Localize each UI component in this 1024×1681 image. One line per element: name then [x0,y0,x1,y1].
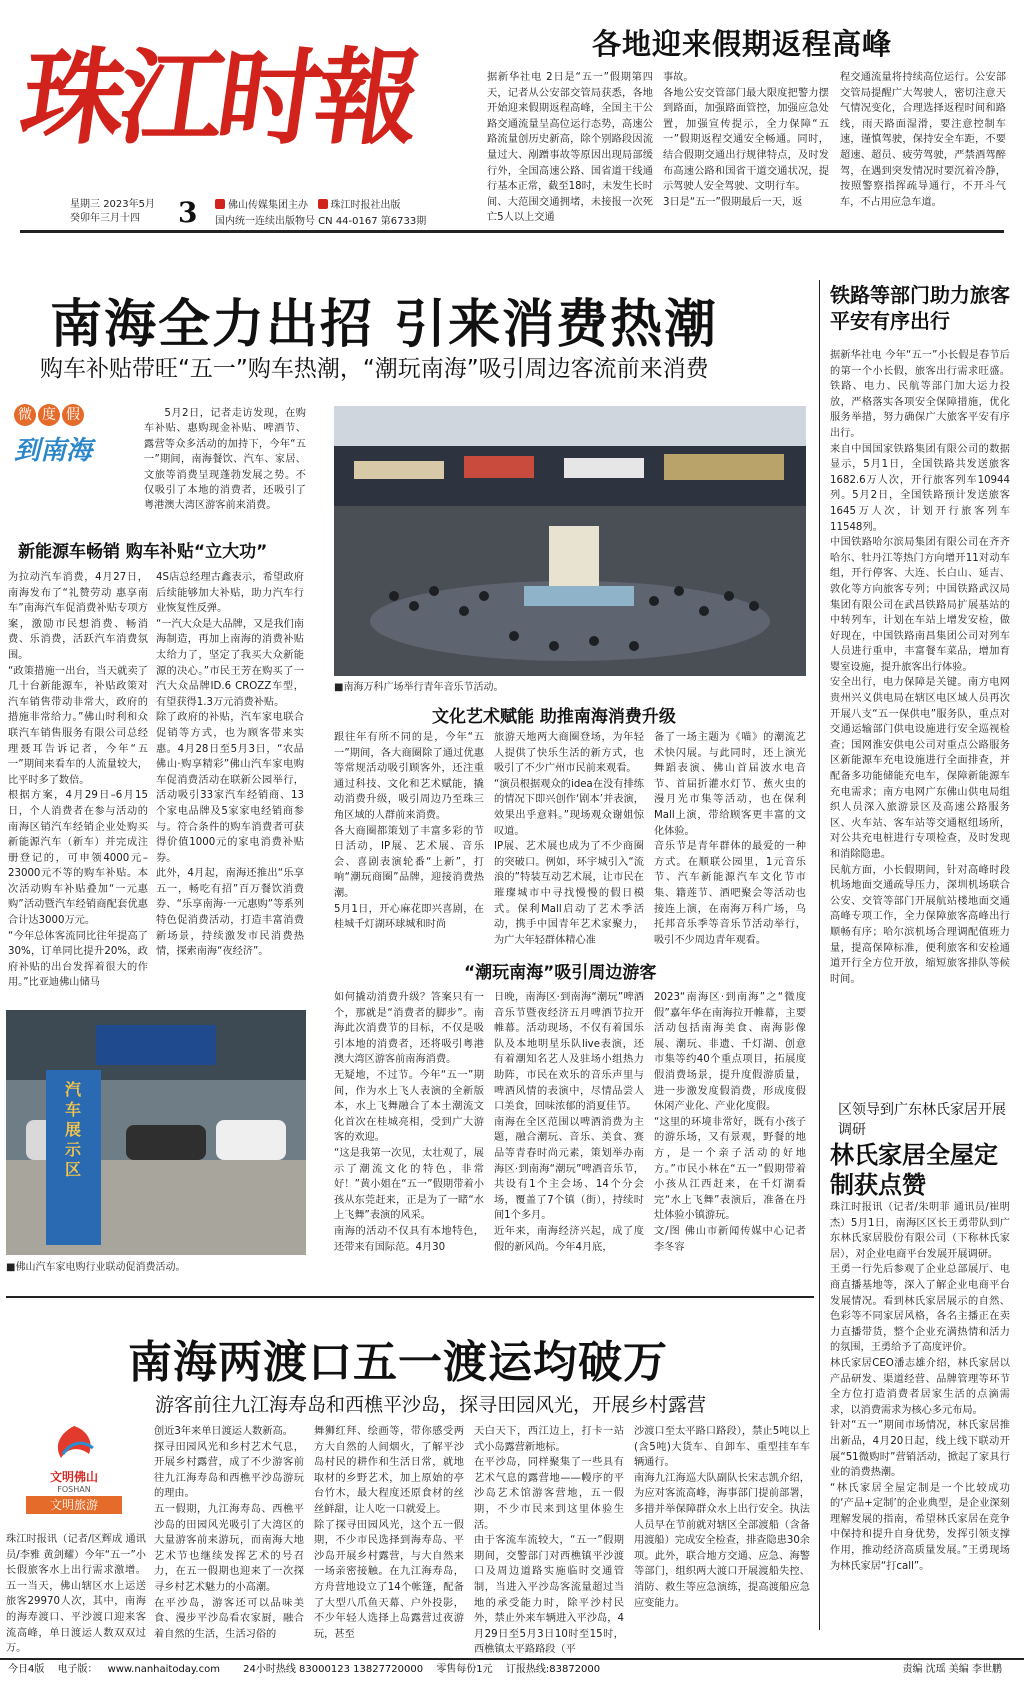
weekday: 星期三 [70,199,100,210]
auto-expo-photo [6,1010,306,1255]
logo-text: 文明佛山 [49,1470,98,1484]
section3-col3: 2023“南海区·到南海”之“微度假”嘉年华在南海拉开帷幕，主要活动包括南海美食、南海影像展、潮玩、非遗、千灯湖、创意市集等约40个重点项目，拓展度假消费场景，提升度假游质量，进一步激发度假消费，形成度假休闲产业化、产业化度假。 “这里的环境非常好，既有小孩子的游乐场，又有景观，野餐的地方，是一个亲子活动的好地方。”市民小林在“五一”假期带着小孩从江西赶来，在千灯湖看完“水上飞舞”表演后，准备在丹灶体验小镇游玩。 文/图 佛山市新闻传媒中心记者 李冬容 [654,992,806,1253]
micro-vacation-badge [14,404,136,474]
sidebar-story2-head: 林氏家居全屋定制获点赞 [830,1140,998,1199]
top-story-col2: 事故。 各地公安交管部门最大限度把警力摆到路面，加强路面管控，加强应急处置，加强宣传提示，全力保障“五一”假期返程交通安全畅通。同时，结合假期交通出行规律特点，及时发布高速公路和国省干道交通状况，提示驾驶人安全驾驶、文明行车。 3日是“五一”假期最后一天，返 [663,72,829,208]
publisher-info [215,198,426,230]
auto-expo-photo-art [6,1010,306,1255]
footer-subscription: 订报热线:83872000 [505,1664,601,1675]
bottom-headline: 南海两渡口五一渡运均破万 [128,1337,668,1388]
newspaper-logo: 珠江时報 [13,36,423,159]
section2-col1: 跟往年有所不同的是，今年“五一”期间，各大商圈除了通过优惠等常规活动吸引顾客外，还注重通过科技、文化和艺术赋能，撬动消费升级，吸引周边乃至珠三角区域的人群前来消费。 各大商圈都策划了丰富多彩的节日活动，IP展、艺术展、音乐会、喜剧表演轮番“上新”，打响“潮玩商圈”品牌，迎接消费热潮。 5月1日，开心麻花即兴喜剧，在桂城千灯湖环球城和时尚 [334,732,484,931]
sponsor: 佛山传媒集团主办 [228,200,308,211]
section2-head: 文化艺术赋能 助推南海消费升级 [432,707,676,727]
concert-photo [334,406,806,676]
sidebar-story2-body: 珠江时报讯（记者/朱明菲 通讯员/崔明杰）5月1日，南海区区长王勇带队到广东林氏家居股份有限公司（下称林氏家居），对企业电商平台发展开展调研。 王勇一行先后参观了企业总部展厅、电商直播基地等，深入了解企业电商平台发展情况。看到林氏家居展示的自然、色彩等不同家居风格，各名主播正在卖力直播带货，整个企业充满热情和活力的氛围，王勇给予了高度评价。 林氏家居CEO潘志雄介绍，林氏家居以产品研发、渠道经营、品牌管理等环节全方位打造消费者居家生活的点滴需求，以消费需求为核心多元布局。 针对“五一”期间市场情况，林氏家居推出新品，4月20日起，线上线下联动开展“51微购时”营销活动，掀起了家具行业的消费热潮。 “林氏家居全屋定制是一个比较成功的‘产品+定制’的企业典型，是企业深刻理解发展的指南，希望林氏家居在竞争中保持和提升自身优势，发挥引领支撑作用，推动经济高质量发展。”王勇现场为林氏家居“打call”。 [830,1202,1010,1572]
section1-col1: 为拉动汽车消费，4月27日，南海发布了“礼赞劳动 惠享南车”南海汽车促消费补贴专项方案，激励市民想消费、畅消费、乐消费，活跃汽车消费氛围。 “政策措施一出台，当天就卖了几十台新能源车，补贴政策对汽车销售带动非常大，政府的措施非常给力。”佛山时利和众联汽车销售服务有限公司总经理聂耳告诉记者，今年“五一”期间来看车的人流量较大，比平时多了数倍。 根据方案，4月29日–6月15日，个人消费者在参与活动的南海区销汽车经销企业处购买新能源汽车（新车）并完成注册登记的，可申领4000元–23000元不等的购车补贴。本次活动购车补贴叠加“一元惠购”活动暨汽车经销商配套优惠合计达3000万元。 “今年总体客流同比往年提高了30%，订单同比提升20%，政府补贴的出台发挥着很大的作用。”比亚迪佛山储马 [8,572,148,989]
top-story-col3: 程交通流量将持续高位运行。公安部交管局提醒广大驾驶人，密切注意天气情况变化，合理选择返程时间和路线，雨天路面湿滑，要注意控制车速，谨慎驾驶，保持安全车距，不要超速、超员、疲劳驾驶，严禁酒驾醉驾，在遇到突发情况时要沉着冷静，按照警察指挥疏导通行，不开斗气车，不占用应急车道。 [840,72,1006,208]
footer-editors: 责编 沈瑶 美编 李世鹏 [902,1664,1002,1675]
bottom-rule [6,1296,814,1298]
co-sponsor-icon [318,199,328,209]
bottom-col1: 珠江时报讯（记者/区辉成 通讯员/李雅 黄剑耀）今年“五一”小长假旅客水上出行需求激增。五一当天，佛山辖区水上运送旅客29970人次，其中，南海的海寿渡口、平沙渡口迎来客流高峰，单日渡运人数双双过万。 [6,1534,146,1655]
bottom-col5: 沙渡口至太平路口路段），禁止5吨以上(含5吨)大货车、自卸车、重型挂车车辆通行。 南海九江海巡大队副队长宋志凯介绍，为应对客流高峰，海事部门提前部署，多措并举保障群众水上出行安全。执法人员早在节前就对辖区全部渡船（含备用渡船）完成安全检查，排查隐患30余项。此外，联合地方交通、应急、海警等部门，组织两大渡口开展渡船失控、消防、救生等应急演练，提高渡船应急应变能力。 [634,1426,810,1609]
logo-sub: FOSHAN [57,1485,91,1494]
masthead-rule [20,230,1004,233]
footer-retail: 零售每份1元 [436,1664,493,1675]
gregorian-date: 2023年5月 [103,199,155,210]
badge-char: 微 [14,404,36,426]
concert-photo-caption: ■南海万科广场举行青年音乐节活动。 [334,682,504,693]
top-story-headline: 各地迎来假期返程高峰 [592,27,893,61]
co-sponsor: 珠江时报社出版 [330,200,401,211]
section3-head: “潮玩南海”吸引周边游客 [464,963,657,983]
sidebar-story1-body: 据新华社电 今年“五一”小长假是春节后的第一个小长假，旅客出行需求旺盛。铁路、电力、民航等部门加大运力投放，严格落实各项安全保障措施，优化服务举措，努力确保广大旅客平安有序出行。 来自中国国家铁路集团有限公司的数据显示，5月1日，全国铁路共发送旅客1682.6万人次，开行旅客列车10944列。5月2日，全国铁路预计发送旅客1645万人次，计划开行旅客列车11548列。 中国铁路哈尔滨局集团有限公司在齐齐哈尔、牡丹江等热门方向增开11对动车组，开行停客、大连、长白山、延吉、敦化等方向旅客专列；中国铁路武汉局集团有限公司在武昌铁路局扩展基站的中转列车，计划在车站上增发安检，做好现在，中国铁路南昌集团公司对列车人员进行重申，丰富餐车菜品，增加育婴室设施，提升旅客出行体验。 安全出行，电力保障是关键。南方电网贵州兴义供电局在辖区电区域人员再次开展八支“五一保供电”服务队，重点对交通运输部门供电设施进行安全巡视检查；国网淮安供电公司对重点公路服务区新能源车充电设施进行全面排查，并配备多功能储能充电车，保障新能源车充电需求；南方电网广东佛山供电局组织人员深入旅游景区及高速公路服务区、火车站、客车站等交通枢纽场所，对公共充电桩进行专项检查，及时发现和消除隐患。 民航方面，小长假期间，针对高峰时段机场地面交通疏导压力，深圳机场联合公安、交管等部门开展航站楼地面交通高峰专项工作，全力保障旅客高峰出行顺畅有序；哈尔滨机场合理调配值班力量，提高保障标准，便利旅客和安检通道开行全方位开放，缩短旅客排队等候时间。 [830,350,1010,985]
issue-date [70,198,155,226]
auto-expo-caption: ■佛山汽车家电购行业联动促消费活动。 [6,1262,186,1273]
lead-headline: 南海全力出招 引来消费热潮 [50,294,719,355]
sidebar-divider [819,280,820,1630]
badge-char: 假 [62,404,84,426]
lunar-date: 癸卯年三月十四 [70,213,140,224]
bottom-col2: 创近3年来单日渡运人数新高。 探寻田园风光和乡村艺术气息，开展乡村露营，成了不少游客前往九江海寿岛和西樵平沙岛游玩的理由。 五一假期，九江海寿岛、西樵平沙岛的田园风光吸引了大湾区的大量游客前来游玩，而南海大地艺术节也继续发挥艺术的号召力，在五一假期也迎来了一次探寻乡村艺术魅力的小高潮。 在平沙岛，游客还可以品味美食、漫步平沙岛看农家厨，融合着自然的生活，生活习俗的 [154,1426,304,1640]
sidebar-story2-kicker: 区领导到广东林氏家居开展调研 [838,1102,1006,1138]
bottom-subhead: 游客前往九江海寿岛和西樵平沙岛，探寻田园风光，开展乡村露营 [155,1394,707,1416]
lead-intro: 5月2日，记者走访发现，在购车补贴、惠购现金补贴、啤酒节、露营等众多活动的加持下，今年“五一”期间，南海餐饮、汽车、家居、文旅等消费呈现蓬勃发展之势。不仅吸引了本地的消费者，还吸引了粤港澳大湾区游客前来消费。 [144,408,306,512]
badge-char: 度 [38,404,60,426]
sidebar-story1-head: 铁路等部门助力旅客平安有序出行 [830,283,1010,333]
section2-col2: 旅游天地两大商圈登场，为年轻人提供了快乐生活的新方式，也吸引了不少广州市民前来观看。 “演员根据观众的idea在没有排练的情况下即兴创作‘剧本’并表演，效果出乎意料。”现场观众谢姐惊叹道。 IP展、艺术展也成为了不少商圈的突破口。例如，环宇城引入“流浪的”特装互动艺术展，让市民在璀璨城市中寻找慢慢的假日模式。保利Mall启动了艺术季活动，携手中国青年艺术家聚力，为广大年轻群体精心准 [494,732,644,946]
bottom-col3: 舞狮红拜、绘画等，带你感受两方大自然的人间烟火，了解平沙岛村民的耕作和生活日常，就地取材的乡野艺术，加上原始的亭台竹木，最大程度还原食材的丝丝鲜甜，让人吃一口就爱上。 除了探寻田园风光，这个五一假期，不少市民选择到海寿岛、平沙岛开展乡村露营，与大自然来一场亲密接触。在九江海寿岛，方舟营地设立了14个帐篷，配备了大型八爪鱼天幕、户外投影，不少年轻人选择上岛露营过夜游玩，甚至 [314,1426,464,1640]
section2-col3: 备了一场主题为《喵》的潮流艺术快闪展。与此同时，还上演光舞蹈表演、佛山首届波水电音节、首届折灌水灯节、蕉火虫的漫月光市集等活动，也在保利Mall上演，带给顾客更丰富的文化体验。 音乐节是青年群体的最爱的一种方式。在顺联公园里，1元音乐节、汽车新能源汽车文化节市集、籍莲节、酒吧聚会等活动也接连上演，在南海万科广场，乌托邦音乐季等音乐节活动举行，吸引不少周边青年观看。 [654,732,806,946]
footer-edition: 今日4版 [8,1664,45,1675]
logo-tag: 文明旅游 [26,1496,122,1514]
lead-subhead: 购车补贴带旺“五一”购车热潮，“潮玩南海”吸引周边客流前来消费 [40,356,709,382]
page-number: 3 [178,196,198,229]
civilized-foshan-logo [24,1424,124,1512]
section1-head: 新能源车畅销 购车补贴“立大功” [18,542,268,562]
sponsor-icon [215,199,225,209]
badge-title: 到南海 [14,436,93,466]
section3-col1: 如何撬动消费升级？答案只有一个，那就是“消费者的脚步”。南海此次消费节的目标，不仅是吸引本地的消费者，还将吸引粤港澳大湾区游客前南海消费。 无疑地，不过节。今年“五一”期间，作为水上飞人表演的全新版本，水上飞舞融合了本土潮流文化首次在桂城亮相，受到广大游客的欢迎。 “这是我第一次见，太壮观了，展示了潮流文化的特色，非常好！”黄小姐在“五一”假期带着小孩从东莞赶来，正是为了一睹“水上飞舞”表演的风采。 南海的活动不仅具有本地特色，还带来有国际范。4月30 [334,992,484,1253]
auto-expo-sign: 汽车展示区 [64,1080,81,1179]
lead-intro-a [144,406,306,512]
section3-col2: 日晚，南海区·到南海“潮玩”啤酒音乐节暨夜经济五月啤酒节拉开帷幕。活动现场，不仅有着国乐队及本地明星乐队live表演，还有着潮知名艺人及驻场小组热力助阵，市民在欢乐的音乐声里与啤酒风情的表演中，尽情品尝人口美食，回味浓郁的消夏佳节。 南海在全区范围以啤酒消费为主题，融合潮玩、音乐、美食、赛品等青春时尚元素，策划举办南海区·到南海“潮玩”啤酒音乐节，共设有1个主会场、14个分会场，覆盖了7个镇（街），持续时间1个多月。 近年来，南海经济兴起，成了度假的新风尚。今年4月底， [494,992,644,1253]
top-story-col1: 据新华社电 2日是“五一”假期第四天，记者从公安部交管局获悉，各地开始迎来假期返程高峰，全国主干公路交通流量呈高位运行态势，高速公路流量创历史新高，除个别路段因流量过大、剐蹭事故等原因出现局部缓行外，全国高速公路、国省道干线通行基本正常，截至18时，未发生长时间、大范围交通拥堵，未接报一次死亡5人以上交通 [487,72,653,224]
bottom-col4: 天白天下，西江边上，打卡一站式小岛露营新地标。 在平沙岛，同样聚集了一些具有艺术气息的露营地——幔序的平沙岛艺术馆游客营地，五一假期，不少市民来到这里体验生活。 由于客流车流较大，“五一”假期期间，交警部门对西樵镇平沙渡口及周边道路实施临时交通管制，当进入平沙岛客流量超过当地的承受能力时，除平沙村民外，禁止外来车辆进入平沙岛，4月29日至5月3日10时至15时，西樵镇太平路路段（平 [474,1426,624,1656]
footer-website[interactable]: www.nanhaitoday.com [107,1664,220,1675]
footer-email-label: 电子版： [57,1664,98,1675]
footer-hotline: 24小时热线 83000123 13827720000 [243,1664,424,1675]
issn: 国内统一连续出版物号 CN 44-0167 第6733期 [215,216,427,227]
concert-photo-art [334,406,806,676]
civilized-foshan-emblem [49,1424,99,1464]
section1-col2: 4S店总经理古鑫表示，希望政府后续能够加大补贴，助力汽车行业恢复性反弹。 “一汽大众是大品牌，又是我们南海制造，再加上南海的消费补贴太给力了，坚定了我买大众新能源的决心。”市民王芳在购买了一汽大众品牌ID.6 CROZZ车型，有望获得1.3万元消费补贴。 除了政府的补贴，汽车家电联合促销等方式，也为顾客带来实惠。4月28日至5月3日，“农品佛山·购享精彩”佛山汽车家电购车促消费活动在联新公园举行，活动吸引33家汽车经销商、13个家电品牌及5家家电经销商参与。符合条件的购车消费者可获得价值1000元的家电消费补贴券。 此外，4月起，南海还推出“乐享五一，畅吃有招”百万餐饮消费券、“乐享南海·一元惠购”等系列特色促消费活动，打造丰富消费新场景，持续激发市民消费热情，探索南海“夜经济”。 [156,572,304,958]
page-footer [0,1658,1024,1680]
